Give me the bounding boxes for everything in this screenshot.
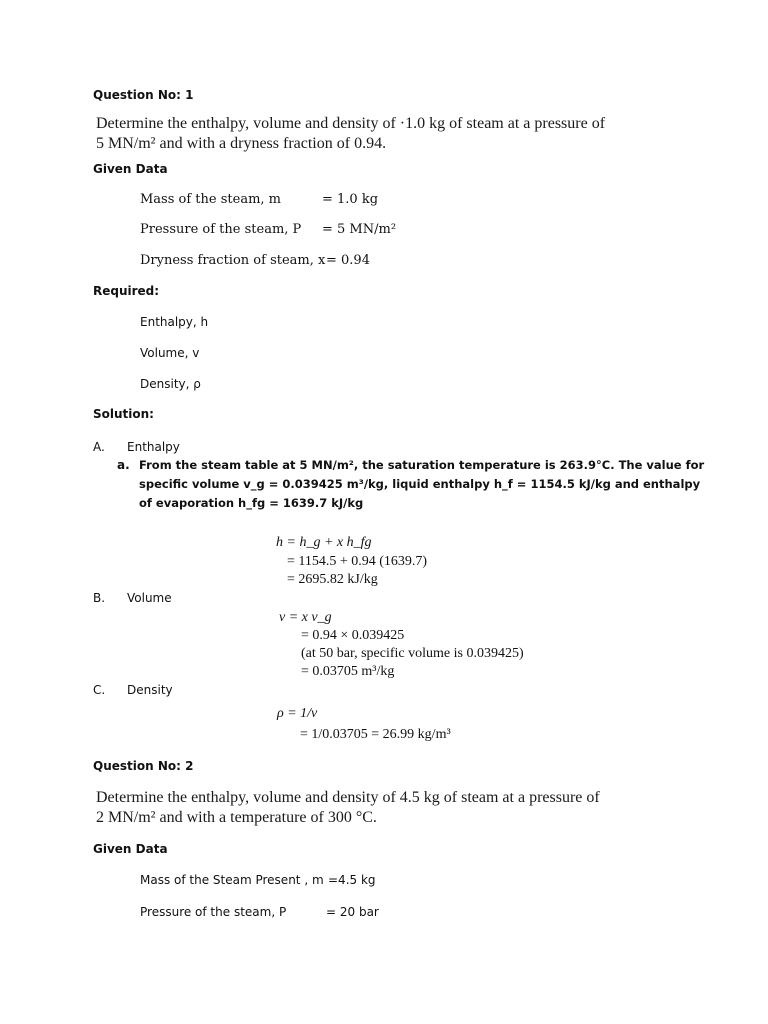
question-2-heading: Question No: 2	[93, 759, 194, 773]
question-2-statement-line-1: Determine the enthalpy, volume and density of 4.5 kg of steam at a pressure of	[96, 789, 600, 806]
question-1-statement-line-2: 5 MN/m² and with a dryness fraction of 0.94.	[96, 135, 387, 152]
question-2-statement-line-2: 2 MN/m² and with a temperature of 300 °C.	[96, 809, 377, 826]
question-1-statement-line-1: Determine the enthalpy, volume and density of ·1.0 kg of steam at a pressure of	[96, 115, 606, 132]
given-mass-value: = 1.0 kg	[322, 192, 379, 207]
section-b-heading	[93, 591, 172, 605]
subitem-a-line-2: specific volume v_g = 0.039425 m³/kg, liquid enthalpy h_f = 1154.5 kJ/kg and enthalpy	[139, 477, 701, 491]
given-pressure-value: = 5 MN/m²	[322, 222, 397, 237]
section-c-title: Density	[127, 683, 173, 697]
question-2-given-data-heading: Given Data	[93, 842, 168, 856]
section-a-title: Enthalpy	[127, 440, 180, 454]
enthalpy-equation-line-1: h = h_g + x h_fg	[276, 535, 372, 550]
given-mass-label: Mass of the steam, m	[140, 192, 281, 207]
given-dryness-value: = 0.94	[326, 253, 370, 268]
required-enthalpy: Enthalpy, h	[140, 315, 209, 329]
subitem-a-marker: a.	[117, 458, 130, 472]
section-a-marker: A.	[93, 440, 105, 454]
enthalpy-equation-line-2: = 1154.5 + 0.94 (1639.7)	[287, 554, 428, 569]
section-c-heading	[93, 683, 173, 697]
density-equation-line-1: ρ = 1/v	[277, 706, 318, 721]
required-heading: Required:	[93, 284, 160, 298]
subitem-a-line-3: of evaporation h_fg = 1639.7 kJ/kg	[139, 496, 364, 510]
given-pressure-label: Pressure of the steam, P	[140, 222, 302, 237]
section-a-heading	[93, 440, 180, 454]
section-b-marker: B.	[93, 591, 106, 605]
required-volume: Volume, v	[140, 346, 200, 360]
question-2-given-pressure-label: Pressure of the steam, P	[140, 905, 287, 919]
volume-equation-line-4: = 0.03705 m³/kg	[301, 664, 395, 679]
question-2-given-mass-label: Mass of the Steam Present , m	[140, 873, 324, 887]
section-b-title: Volume	[127, 591, 172, 605]
density-equation-line-2: = 1/0.03705 = 26.99 kg/m³	[300, 727, 451, 742]
section-c-marker: C.	[93, 683, 106, 697]
given-dryness-label: Dryness fraction of steam, x	[140, 253, 326, 268]
required-density: Density, ρ	[140, 377, 201, 391]
question-2-given-mass-value: =4.5 kg	[328, 873, 376, 887]
enthalpy-equation-line-3: = 2695.82 kJ/kg	[287, 572, 378, 587]
question-1-heading: Question No: 1	[93, 88, 194, 102]
volume-equation-line-3: (at 50 bar, specific volume is 0.039425)	[301, 646, 524, 661]
solution-heading: Solution:	[93, 407, 154, 421]
given-data-heading: Given Data	[93, 162, 168, 176]
subitem-a-line-1: From the steam table at 5 MN/m², the saturation temperature is 263.9°C. The value for	[139, 458, 705, 472]
question-2-given-pressure-value: = 20 bar	[326, 905, 379, 919]
volume-equation-line-2: = 0.94 × 0.039425	[301, 628, 405, 643]
volume-equation-line-1: v = x v_g	[279, 610, 332, 625]
